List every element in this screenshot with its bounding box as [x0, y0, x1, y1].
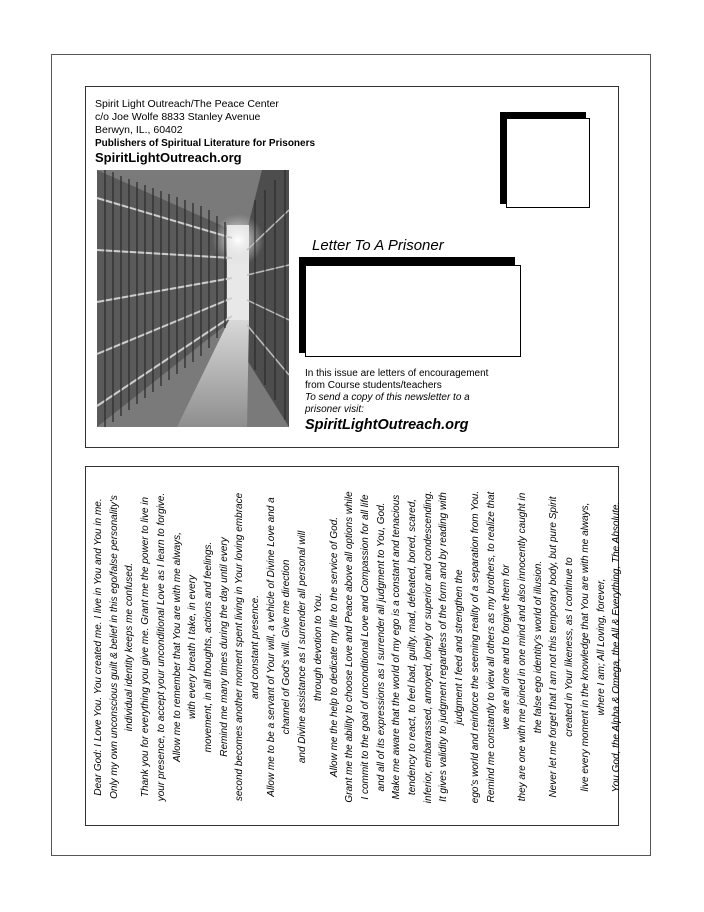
prayer-line: Never let me forget that I am not this temporary body, but pure Spirit	[548, 496, 560, 798]
prayer-line: and constant presence.	[250, 595, 262, 699]
return-address-org: Spirit Light Outreach/The Peace Center	[95, 98, 279, 110]
issue-info-website: SpiritLightOutreach.org	[305, 417, 469, 433]
prayer-line: your presence, to accept your unconditional Love as I learn to forgive.	[155, 492, 167, 802]
prayer-line: Make me aware that the world of my ego is a constant and tenacious	[391, 494, 403, 800]
issue-info-line4: prisoner visit:	[305, 404, 364, 415]
return-address	[95, 98, 315, 166]
prayer-line: Allow me to be a servant of Your will, a vehicle of Divine Love and a	[265, 497, 277, 797]
prayer-line: judgment I feed and strengthen the	[454, 569, 466, 725]
prayer-text	[91, 477, 623, 817]
prison-cellblock-photo	[97, 170, 289, 427]
prayer-line: Dear God: I Love You. You created me. I live in You and You in me.	[93, 498, 104, 796]
prayer-line: Remind me constantly to view all others as my brothers, to realize that	[485, 491, 497, 803]
newsletter-title: Letter To A Prisoner	[312, 237, 444, 254]
issue-info-line2: from Course students/teachers	[305, 380, 442, 391]
issue-info	[305, 368, 605, 434]
stamp-box-frame	[506, 118, 590, 208]
newsletter-cover-panel	[85, 86, 619, 448]
prayer-line: ego's world and reinforce the seeming reality of a separation from You.	[469, 490, 481, 804]
prayer-line: with every breath I take, in every	[187, 575, 199, 719]
return-address-street: c/o Joe Wolfe 8833 Stanley Avenue	[95, 111, 261, 123]
issue-info-line1: In this issue are letters of encouragement	[305, 368, 489, 379]
prayer-line: It gives validity to judgment regardless of the form and by reading with	[438, 492, 450, 802]
address-box-frame	[305, 265, 521, 357]
prayer-line: and all of its expressions as I surrender all judgment to You, God.	[375, 502, 387, 792]
prayer-line: channel of God's will. Give me direction	[281, 559, 293, 735]
prayer-line: inferior, embarrassed, annoyed, lonely or superior and condescending.	[422, 490, 434, 804]
return-address-website: SpiritLightOutreach.org	[95, 150, 242, 165]
prayer-line: individual identity keeps me confused.	[124, 562, 136, 732]
prayer-line: I commit to the goal of unconditional Love and Compassion for all life	[359, 494, 371, 800]
prayer-line: through devotion to You.	[312, 592, 324, 702]
prayer-line: Grant me the ability to choose Love and Peace above all options while	[344, 491, 356, 803]
prayer-line: they are one with me joined in one mind and also innocently caught in	[516, 492, 528, 802]
return-address-city: Berwyn, IL., 60402	[95, 124, 183, 136]
stamp-box	[500, 112, 592, 210]
prayer-line: created in Your likeness, as I continue to	[564, 557, 576, 737]
prayer-line: live every moment in the knowledge that You are with me always,	[579, 502, 591, 792]
prayer-line: You God, the Alpha & Omega, the All & Everything, The Absolute.	[611, 501, 623, 793]
prayer-line: Allow me to remember that You are with me always,	[171, 532, 183, 762]
prayer-line: Allow me the help to dedicate my life to the service of God.	[328, 516, 340, 778]
prayer-line: Remind me many times during the day until every	[218, 537, 230, 757]
prayer-line: where I am; All Loving, forever,	[595, 578, 607, 716]
prayer-line: Only my own unconscious guilt & belief in this ego/false personality's	[108, 495, 120, 799]
prayer-line: and Divine assistance as I surrender all personal will	[297, 530, 309, 764]
prayer-line: Thank you for everything you give me. Grant me the power to live in	[140, 496, 152, 798]
issue-info-line3: To send a copy of this newsletter to a	[305, 392, 470, 403]
publishers-tagline: Publishers of Spiritual Literature for Prisoners	[95, 138, 316, 149]
prayer-panel	[85, 466, 623, 826]
prayer-line: the false ego identity's world of illusion.	[532, 560, 544, 734]
prayer-line: we are all one and to forgive them for	[501, 564, 513, 730]
prayer-line: tendency to react, to feel bad, guilty, mad, defeated, bored, scared,	[407, 498, 419, 796]
prayer-line: second becomes another moment spent living in Your loving embrace	[234, 492, 246, 802]
recipient-address-box	[299, 257, 523, 359]
prayer-line: movement, in all thoughts, actions and feelings.	[202, 541, 214, 753]
